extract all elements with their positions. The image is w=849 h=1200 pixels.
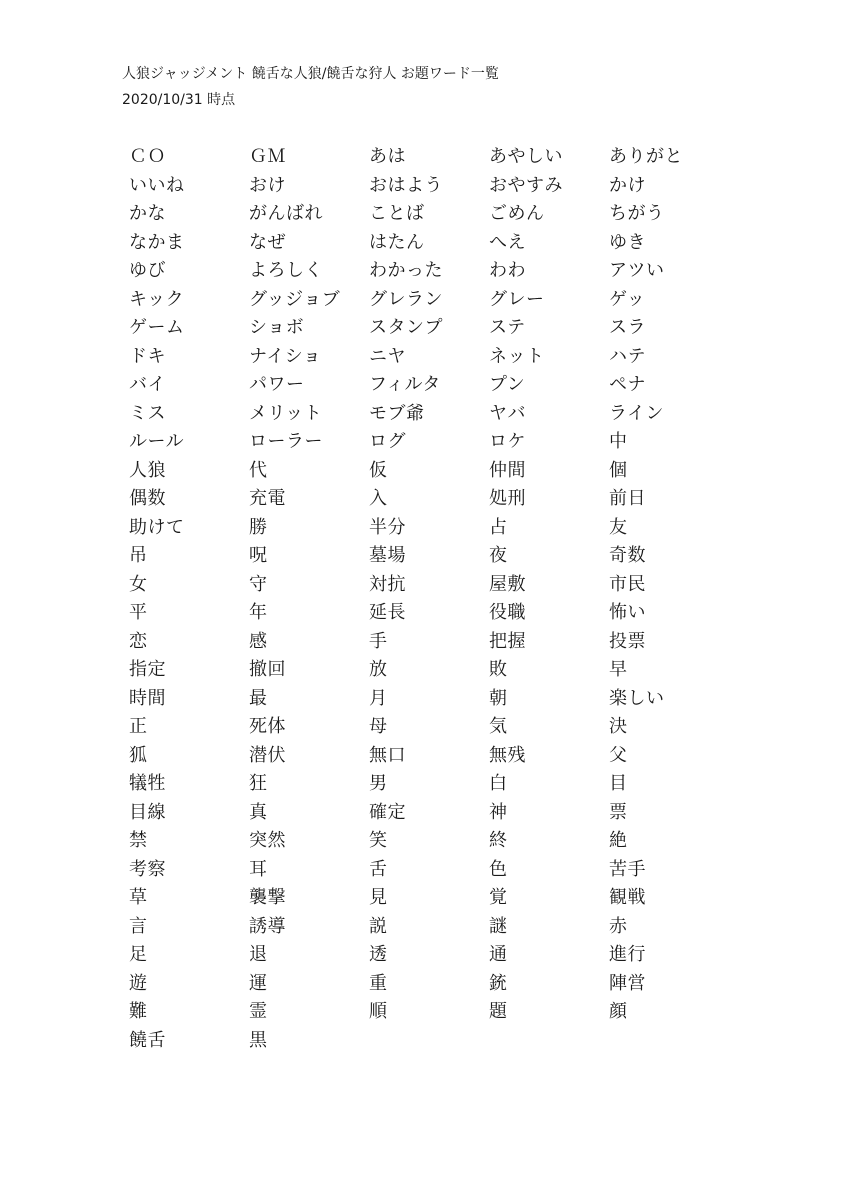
word-cell: 白 — [489, 773, 508, 794]
word-cell: グレラン — [369, 288, 443, 310]
word-cell: 説 — [369, 915, 388, 937]
word-cell: 偶数 — [129, 488, 166, 509]
word-cell: 感 — [249, 630, 268, 652]
word-cell: へえ — [489, 231, 526, 253]
word-cell: ことば — [369, 203, 425, 224]
word-cell: 友 — [609, 516, 628, 538]
word-cell: 色 — [489, 858, 508, 880]
word-cell: ローラー — [249, 431, 323, 452]
word-cell: 通 — [489, 944, 508, 965]
word-cell: メリット — [249, 402, 323, 424]
word-cell: 死体 — [249, 716, 286, 737]
word-cell: 重 — [369, 972, 388, 994]
word-cell: わわ — [489, 260, 526, 281]
word-cell: 舌 — [369, 858, 388, 880]
word-cell: グッジョブ — [249, 288, 341, 310]
word-cell: 呪 — [249, 545, 268, 566]
word-cell: 饒舌 — [129, 1029, 166, 1051]
word-cell: ネット — [489, 345, 545, 367]
word-cell: 突然 — [249, 830, 286, 851]
word-cell: 月 — [369, 687, 388, 709]
word-cell: 潜伏 — [249, 744, 286, 766]
word-cell: ロケ — [489, 431, 526, 452]
word-cell: 恋 — [129, 630, 148, 652]
word-cell: 勝 — [249, 516, 268, 538]
word-cell: あやしい — [489, 146, 563, 167]
word-cell: ペナ — [609, 374, 646, 395]
word-cell: 目 — [609, 773, 628, 794]
word-cell: よろしく — [249, 260, 323, 281]
word-cell: グレー — [489, 288, 545, 310]
word-cell: かな — [129, 203, 166, 224]
word-cell: 助けて — [129, 516, 185, 538]
word-cell: 難 — [129, 1001, 148, 1022]
word-cell: 霊 — [249, 1001, 268, 1022]
word-cell: ステ — [489, 317, 526, 338]
word-cell: ゲッ — [609, 288, 646, 310]
word-cell: 夜 — [489, 545, 508, 566]
word-cell: 退 — [249, 944, 268, 965]
word-cell: 順 — [369, 1001, 388, 1022]
word-cell: あは — [369, 146, 406, 167]
word-cell: ゆき — [609, 231, 646, 253]
word-cell: わかった — [369, 260, 443, 281]
word-cell: おやすみ — [489, 174, 563, 196]
word-cell: ありがと — [609, 146, 683, 167]
word-cell: 仲間 — [489, 459, 526, 481]
word-cell: 確定 — [369, 801, 406, 823]
word-cell: ニヤ — [369, 345, 406, 367]
word-cell: 絶 — [609, 830, 628, 851]
word-cell: ハテ — [609, 345, 646, 367]
word-cell: 最 — [249, 687, 268, 709]
word-cell: 正 — [129, 716, 148, 737]
word-cell: 敗 — [489, 659, 508, 680]
word-cell: スラ — [609, 317, 646, 338]
word-cell: 赤 — [609, 915, 628, 937]
word-cell: いいね — [129, 174, 185, 196]
word-cell: 市民 — [609, 573, 646, 595]
word-cell: 怖い — [609, 602, 646, 623]
word-cell: 朝 — [489, 687, 508, 709]
word-list-table — [129, 143, 729, 1055]
word-cell: かけ — [609, 174, 646, 196]
word-cell: アツい — [609, 260, 665, 281]
word-cell: 仮 — [369, 459, 388, 481]
word-cell: ちがう — [609, 203, 665, 224]
word-cell: 投票 — [609, 630, 646, 652]
word-cell: 処刑 — [489, 488, 526, 509]
word-cell: 狂 — [249, 773, 268, 794]
word-cell: 吊 — [129, 545, 148, 566]
word-cell: ＣＯ — [129, 146, 166, 167]
word-cell: 父 — [609, 744, 628, 766]
word-cell: 指定 — [129, 659, 166, 680]
word-cell: おけ — [249, 174, 286, 196]
document-date: 2020/10/31 時点 — [122, 92, 236, 108]
word-cell: ショボ — [249, 317, 305, 338]
word-cell: 人狼 — [129, 459, 166, 481]
word-cell: はたん — [369, 231, 425, 253]
word-cell: 足 — [129, 944, 148, 965]
word-cell: 狐 — [129, 744, 148, 766]
word-cell: 黒 — [249, 1029, 268, 1051]
word-cell: 延長 — [369, 602, 406, 623]
word-cell: バイ — [129, 374, 166, 395]
word-cell: ごめん — [489, 203, 545, 224]
word-cell: 屋敷 — [489, 573, 526, 595]
word-cell: 顔 — [609, 1001, 628, 1022]
word-cell: 言 — [129, 915, 148, 937]
word-cell: ドキ — [129, 345, 166, 367]
word-cell: フィルタ — [369, 374, 441, 395]
word-cell: 草 — [129, 887, 148, 908]
document-title: 人狼ジャッジメント 饒舌な人狼/饒舌な狩人 お題ワード一覧 — [122, 66, 499, 82]
word-cell: ナイショ — [249, 345, 322, 367]
word-cell: ＧＭ — [249, 146, 286, 167]
word-cell: 禁 — [129, 830, 148, 851]
word-cell: 耳 — [249, 858, 268, 880]
word-cell: 目線 — [129, 801, 166, 823]
word-cell: おはよう — [369, 174, 443, 196]
word-cell: ゆび — [129, 260, 166, 281]
word-cell: 銃 — [489, 972, 508, 994]
word-cell: 票 — [609, 801, 628, 823]
word-cell: 墓場 — [369, 545, 406, 566]
word-cell: 題 — [489, 1001, 508, 1022]
word-cell: 謎 — [489, 915, 508, 937]
word-cell: ライン — [609, 402, 664, 424]
word-cell: がんばれ — [249, 203, 323, 224]
word-cell: 撤回 — [249, 659, 286, 680]
word-cell: 無口 — [369, 744, 406, 766]
word-cell: 真 — [249, 801, 268, 823]
word-cell: 考察 — [129, 858, 166, 880]
word-cell: なかま — [129, 231, 185, 253]
word-cell: 守 — [249, 573, 268, 595]
word-cell: ログ — [369, 431, 406, 452]
word-cell: 占 — [489, 516, 508, 538]
word-cell: キック — [129, 288, 185, 310]
word-cell: 観戦 — [609, 887, 646, 908]
word-cell: 前日 — [609, 488, 646, 509]
word-cell: 個 — [609, 459, 628, 481]
word-cell: パワー — [249, 374, 305, 395]
word-cell: 手 — [369, 630, 388, 652]
word-cell: 笑 — [369, 830, 388, 851]
word-cell: 気 — [489, 716, 508, 737]
word-cell: 犠牲 — [129, 773, 166, 794]
word-cell: 襲撃 — [249, 887, 286, 908]
word-cell: 早 — [609, 659, 628, 680]
word-cell: 年 — [249, 602, 268, 623]
word-cell: 母 — [369, 716, 388, 737]
word-cell: 対抗 — [369, 573, 406, 595]
word-cell: ゲーム — [129, 317, 185, 338]
word-cell: 役職 — [489, 602, 526, 623]
word-cell: スタンプ — [369, 317, 443, 338]
word-cell: 代 — [249, 459, 268, 481]
word-cell: 把握 — [489, 630, 526, 652]
word-cell: 楽しい — [609, 687, 665, 709]
word-cell: 終 — [489, 830, 508, 851]
word-cell: なぜ — [249, 231, 286, 253]
word-cell: モブ爺 — [369, 402, 425, 424]
word-cell: 半分 — [369, 516, 406, 538]
word-cell: 進行 — [609, 944, 646, 965]
word-cell: 覚 — [489, 887, 508, 908]
document-header — [122, 61, 499, 113]
word-cell: 女 — [129, 573, 148, 595]
word-cell: 入 — [369, 488, 388, 509]
word-cell: 決 — [609, 716, 628, 737]
word-cell: 男 — [369, 773, 388, 794]
word-cell: 奇数 — [609, 545, 646, 566]
word-cell: ミス — [129, 402, 166, 424]
word-cell: 無残 — [489, 744, 526, 766]
word-cell: 中 — [609, 431, 628, 452]
word-cell: 平 — [129, 602, 148, 623]
word-cell: 遊 — [129, 972, 148, 994]
word-cell: プン — [489, 374, 526, 395]
word-cell: 充電 — [249, 488, 286, 509]
word-cell: ルール — [129, 431, 185, 452]
word-cell: 苦手 — [609, 858, 646, 880]
word-cell: 誘導 — [249, 915, 286, 937]
word-cell: ヤバ — [489, 402, 526, 424]
word-cell: 透 — [369, 944, 388, 965]
word-cell: 運 — [249, 972, 268, 994]
word-cell: 見 — [369, 887, 388, 908]
word-cell: 陣営 — [609, 972, 646, 994]
word-cell: 神 — [489, 801, 508, 823]
word-cell: 放 — [369, 659, 388, 680]
word-cell: 時間 — [129, 687, 166, 709]
